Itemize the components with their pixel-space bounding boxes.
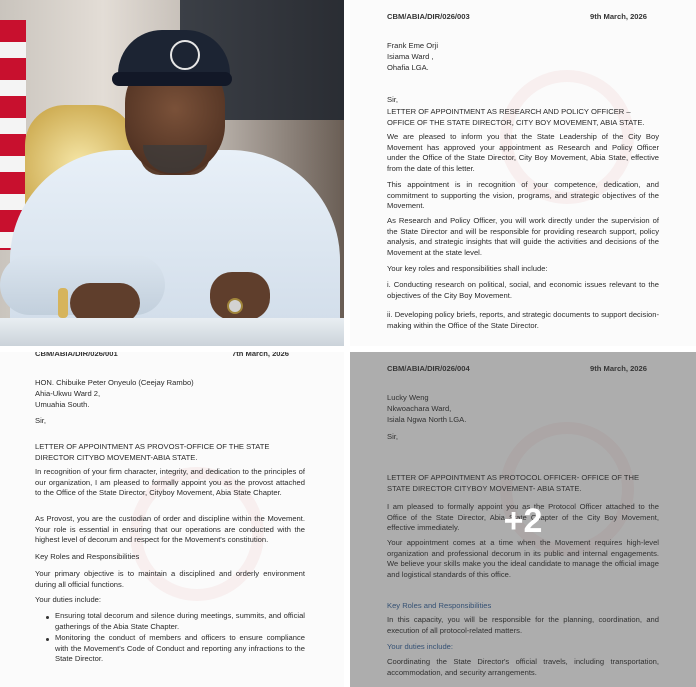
bullet-icon xyxy=(46,638,49,641)
letter-subheading: Key Roles and Responsibilities xyxy=(387,601,492,610)
cap-badge-icon xyxy=(170,40,200,70)
letter-addressee: Lucky Weng Nkwoachara Ward, Isiala Ngwa North LGA. xyxy=(387,393,467,424)
letter-list-item: ii. Developing policy briefs, reports, and strategic documents to support decision-making within the Office of the State Director. xyxy=(387,310,659,330)
letter-ref: CBM/ABIA/DIR/026/003 xyxy=(387,12,470,21)
gallery-photo-tile[interactable] xyxy=(0,0,344,346)
letter-list-item: i. Conducting research on political, social, and economic issues relevant to the objectives of the City Boy Movement. xyxy=(387,280,659,300)
letter-paragraph: This appointment is in recognition of your competence, dedication, and commitment to supporting the vision, programs, and strategic objectives of the Movement. xyxy=(387,180,659,211)
letter-subheading: Your duties include: xyxy=(35,595,101,604)
letter-addressee: Frank Eme Orji Isiama Ward , Ohafia LGA. xyxy=(387,41,439,72)
letter-heading: LETTER OF APPOINTMENT AS PROVOST-OFFICE OF THE STATE DIRECTOR CITYBO MOVEMENT-ABIA STATE. xyxy=(35,442,270,462)
gallery-letter-tile-research[interactable] xyxy=(350,0,696,346)
letter-date: 9th March, 2026 xyxy=(590,364,647,373)
letter-paragraph: In recognition of your firm character, integrity, and dedication to the principles of our organization, I am pleased to formally appoint you as the provost attached to the Office of the State Director, Cityboy Movement, Abia State Chapter. xyxy=(35,467,305,498)
letter-addressee: HON. Chibuike Peter Onyeulo (Ceejay Rambo) Ahia-Ukwu Ward 2, Umuahia South. xyxy=(35,378,194,409)
letter-salutation: Sir, xyxy=(387,95,398,104)
letter-heading: LETTER OF APPOINTMENT AS RESEARCH AND POLICY OFFICER – OFFICE OF THE STATE DIRECTOR, CITY BOY MOVEMENT, ABIA STATE. xyxy=(387,107,645,127)
letter-paragraph: Your appointment comes at a time when the Movement requires high-level organization and professional decorum in its public and internal engagements. We believe your skills make you the ideal candidate to manage the official image and logistical standards of this office. xyxy=(387,538,659,579)
letter-date: 7th March, 2026 xyxy=(232,352,289,358)
letter-salutation: Sir, xyxy=(387,432,398,441)
more-images-count[interactable]: +2 xyxy=(503,502,543,540)
letter-ref: CBM/ABIA/DIR/026/001 xyxy=(35,352,118,358)
letter-date: 9th March, 2026 xyxy=(590,12,647,21)
letter-bullet-item: Monitoring the conduct of members and officers to ensure compliance with the Movement's Code of Conduct and reporting any infractions to the State Director. xyxy=(55,633,305,664)
gallery-letter-tile-protocol[interactable] xyxy=(350,352,696,687)
wristwatch-image xyxy=(58,288,68,318)
letter-paragraph: Your key roles and responsibilities shall include: xyxy=(387,264,548,273)
letter-salutation: Sir, xyxy=(35,416,46,425)
appointment-letter xyxy=(350,0,696,346)
letter-heading: LETTER OF APPOINTMENT AS PROTOCOL OFFICER- OFFICE OF THE STATE DIRECTOR CITYBOY MOVEMENT- ABIA STATE. xyxy=(387,473,640,493)
letter-list-item: Coordinating the State Director's official travels, including transportation, accommodation, and security arrangements. xyxy=(387,657,659,677)
letter-bullet-item: Ensuring total decorum and silence during meetings, summits, and official gatherings of the Abia State Chapter. xyxy=(55,611,305,631)
bullet-icon xyxy=(46,616,49,619)
ring-image xyxy=(227,298,243,314)
letter-paragraph: As Research and Policy Officer, you will work directly under the supervision of the State Director and will be responsible for providing research support, policy analysis, and strategic insights that will guide the activities and decisions of the Movement at the state level. xyxy=(387,216,659,257)
gallery-letter-tile-provost[interactable] xyxy=(0,352,344,687)
letter-subheading: Your duties include: xyxy=(387,642,453,651)
letter-subheading: Key Roles and Responsibilities xyxy=(35,552,140,561)
letter-paragraph: I am pleased to formally appoint you as the Protocol Officer attached to the Office of the State Director, Abia State Chapter of the City Boy Movement, effective immediately. xyxy=(387,502,659,533)
letter-paragraph: In this capacity, you will be responsible for the planning, coordination, and execution of all protocol-related matters. xyxy=(387,615,659,635)
letter-paragraph: Your primary objective is to maintain a disciplined and orderly environment during all official functions. xyxy=(35,569,305,589)
letter-paragraph: We are pleased to inform you that the State Leadership of the City Boy Movement has approved your appointment as Research and Policy Officer under the Office of the State Director, City Boy Movement, Abia State, effective from the date of this letter. xyxy=(387,132,659,173)
letter-paragraph: As Provost, you are the custodian of order and discipline within the Movement. Your role is essential in ensuring that our operations are conducted with the highest level of decorum and respect for the Movement's constitution. xyxy=(35,514,305,545)
portrait-photo xyxy=(0,0,344,346)
letter-ref: CBM/ABIA/DIR/026/004 xyxy=(387,364,470,373)
appointment-letter xyxy=(0,352,344,687)
